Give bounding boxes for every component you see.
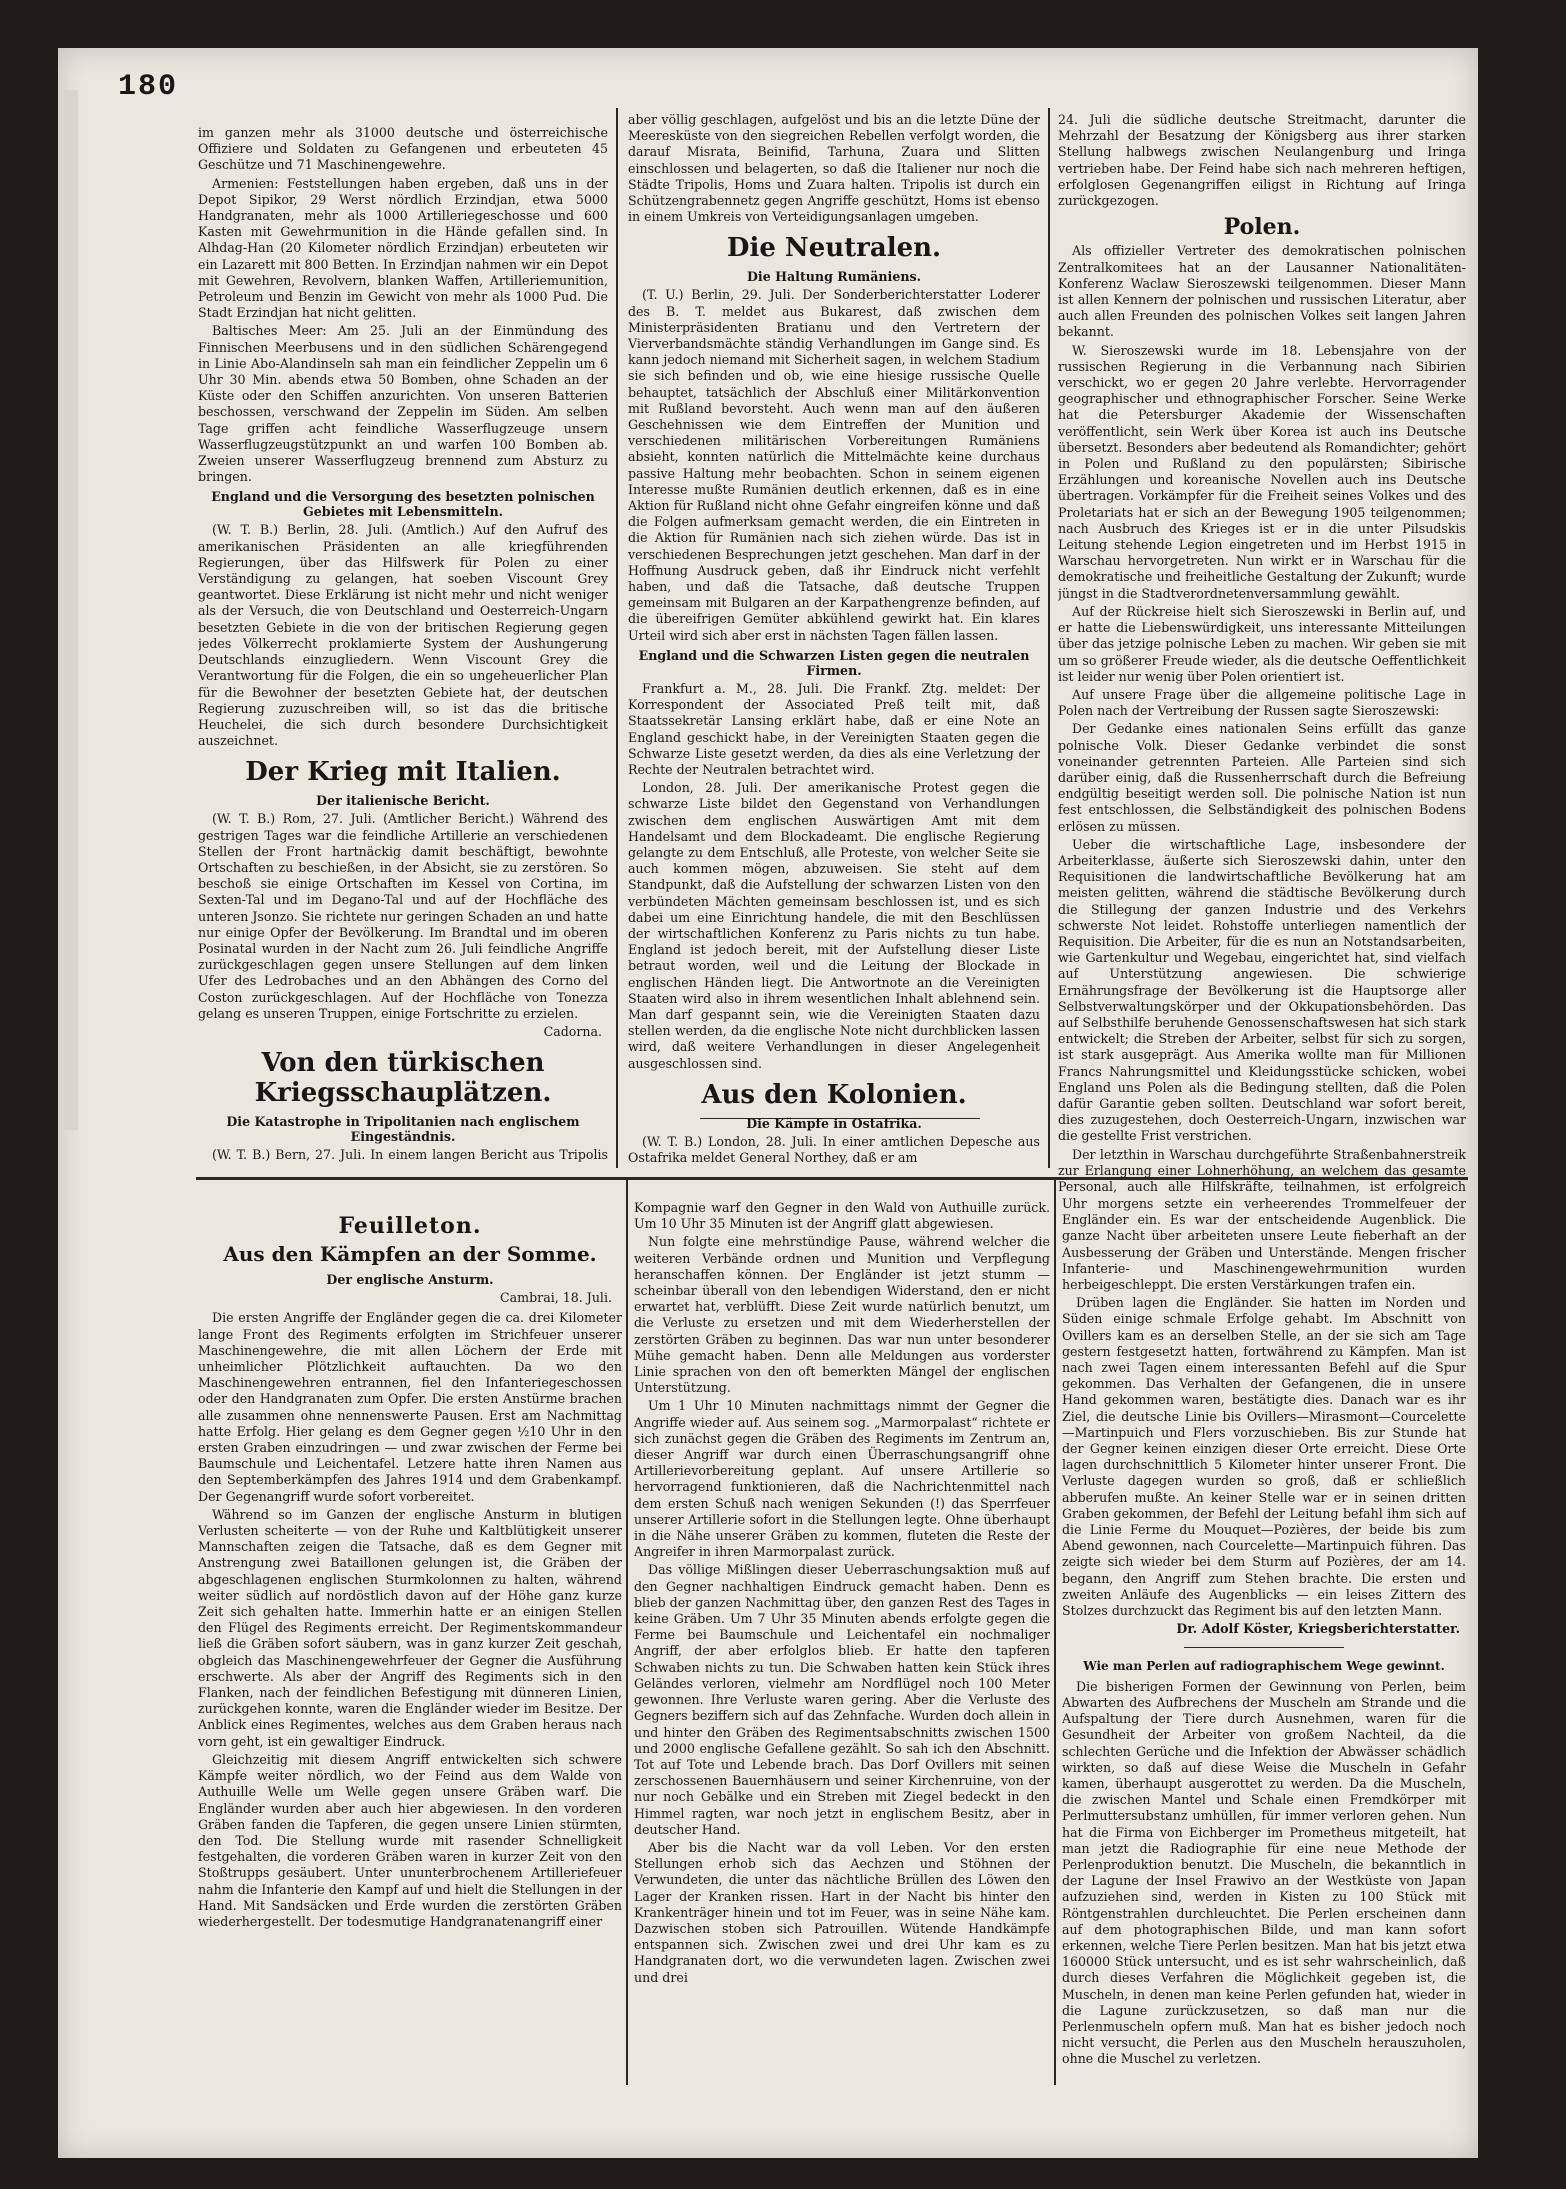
paragraph: Drüben lagen die Engländer. Sie hatten im Norden und Süden einige schmale Erfolge gehabt. Im Abschnitt von Ovillers kam es an derselben Stelle, an der sie sich am Tage gestern festgesetzt hatten, fortwährend zu Kämpfen. Man ist nach zwei Tagen einem interessanten Befehl auf die Spur gekommen. Das Verhalten der Gefangenen, die in unsere Hand gekommen waren, bestätigte dies. Danach war es ihr Ziel, die deutsche Linie bis Ovillers—Mirasmont—Courcelette—Martinpuich und Flers vorzuschieben. Bis zur Stunde hat der Gegner keinen einzigen dieser Orte erreicht. Diese Orte lagen durchschnittlich 5 Kilometer hinter unserer Front. Die Verluste dagegen wurden so groß, daß er schließlich abberufen mußte. An keiner Stelle war er in seinen dritten Graben gekommen, der Befehl der Leitung befahl ihm sich auf die Linie Ferme du Mouquet—Pozières, der beide bis zum Abend gewonnen, nach Courcelette—Martinpuich führen. Das zeigte sich wieder bei dem Sturm auf Pozières, der am 14. begann, den Angriff zum Stehen brachte. Die ersten und zweiten Anläufe des Augenblicks — ein leises Zittern des Stolzes durchzuckt das Regiment bis auf den letzten Mann. xyxy=(1062,1295,1466,1619)
paragraph: Ueber die wirtschaftliche Lage, insbesondere der Arbeiterklasse, äußerte sich Sieroszewski dahin, unter den Requisitionen die landwirtschaftliche Bevölkerung hat am meisten gelitten, während die städtische Bevölkerung durch die Stillegung der ganzen Industrie und des Verkehrs schwerste Not leidet. Rohstoffe unterliegen namentlich der Requisition. Die Arbeiter, für die es nun an Notstandsarbeiten, wie Gartenkultur und Wegebau, eingerichtet hat, sind vielfach auf Unterstützung angewiesen. Die schwierige Ernährungsfrage der Bevölkerung ist die Hauptsorge aller Selbstverwaltungskörper und der Okkupationsbehörden. Das auf Selbsthilfe beruhende Genossenschaftswesen hat sich stark entwickelt; die Streben der Arbeiter, selbst für sich zu sorgen, ist stark ausgeprägt. Aus Amerika wollte man für Millionen Francs Nahrungsmittel und Kleidungsstücke schicken, wobei England uns Polen als die Bedingung stellten, daß die Polen dafür Garantie geben sollten. Deutschland war sofort bereit, dies zuzugestehen, doch Oesterreich-Ungarn, inzwischen war die gestellte Frist verstrichen. xyxy=(1058,836,1466,1144)
column-rule-1 xyxy=(616,108,618,1168)
signature-koester: Dr. Adolf Köster, Kriegsberichterstatter. xyxy=(1176,1621,1460,1637)
paragraph: Die ersten Angriffe der Engländer gegen die ca. drei Kilometer lange Front des Regiments erfolgten im Strichfeuer unserer Maschinengewehre, die mit allen Löchern der Erde mit unheimlicher Plötzlichkeit auftauchten. Da wo den Maschinengewehren entrannen, fiel den Infanteriegeschossen oder den Handgranaten zum Opfer. Die ersten Anstürme brachen alle zusammen ohne nennenswerte Pausen. Erst am Nachmittag hatte Erfolg. Hier gelang es dem Gegner gegen ½10 Uhr in den ersten Graben einzudringen — und zwar zwischen der Ferme bei Baumschule und Leichentafel. Letzere hatte ihren Namen aus den Septemberkämpfen des Jahres 1914 und dem Grabenkampf. Der Gegenangriff wurde sofort vorbereitet. xyxy=(198,1310,622,1504)
paragraph: Armenien: Feststellungen haben ergeben, daß uns in der Depot Sipikor, 29 Werst nördlich Erzindjan, etwa 5000 Handgranaten, mehr als 1000 Artilleriegeschosse und 600 Kasten mit Gewehrmunition in die Hände gefallen sind. In Alhdag-Han (20 Kilometer nördlich Erzindjan) erbeuteten wir ein Lazarett mit 800 Betten. In Erzindjan nahmen wir ein Depot mit Gewehren, Revolvern, blanken Waffen, Artilleriemunition, Petroleum und Benzin im Gewicht von mehr als 1000 Pud. Die Stadt Erzindjan hat nicht gelitten. xyxy=(198,175,608,321)
paragraph: im ganzen mehr als 31000 deutsche und österreichische Offiziere und Soldaten zu Gefangenen und erbeuteten 45 Geschütze und 71 Maschinengewehre. xyxy=(198,125,608,173)
paragraph: (W. T. B.) Berlin, 28. Juli. (Amtlich.) Auf den Aufruf des amerikanischen Präsidenten an alle kriegführenden Regierungen, über das Hilfswerk für Polen zu einer Verständigung zu gelangen, hat soeben Viscount Grey geantwortet. Diese Erklärung ist nicht mehr und nicht weniger als der Versuch, die von Deutschland und Oesterreich-Ungarn besetzten Gebiete in die von der britischen Regierung gegen jedes Völkerrecht proklamierte System der Aushungerung Deutschlands einzugliedern. Wenn Viscount Grey die Verantwortung für die Folgen, die ein so ungeheuerlicher Plan für die Bewohner der besetzten Gebiete hat, der deutschen Regierung zuzuschreiben will, so ist das die britische Heuchelei, die sich durch besondere Durchsichtigkeit auszeichnet. xyxy=(198,522,608,749)
paragraph: aber völlig geschlagen, aufgelöst und bis an die letzte Düne der Meeresküste von den siegreichen Rebellen verfolgt worden, die darauf Misrata, Beinifid, Tarhuna, Zuara und Slitten einschlossen und belagerten, so daß die Italiener nur noch die Städte Tripolis, Homs und Zuara halten. Tripolis ist durch ein Schützengrabennetz gegen Angriffe geschützt, Homs ist ebenso in einem Umkreis von Verteidigungsanlagen umgeben. xyxy=(628,112,1040,225)
paragraph: (W. T. B.) London, 28. Juli. In einer amtlichen Depesche aus Ostafrika meldet General Northey, daß er am xyxy=(628,1133,1040,1165)
paragraph: Baltisches Meer: Am 25. Juli an der Einmündung des Finnischen Meerbusens und in den südlichen Schärengegend in Linie Abo-Alandinseln sah man ein feindlicher Zeppelin um 6 Uhr 30 Min. abends etwa 50 Bomben, ohne Schaden an der Küste oder den Schiffen anzurichten. Von unseren Batterien beschossen, verschwand der Zeppelin im Süden. Am selben Tage griffen acht feindliche Wasserflugzeuge unsern Wasserflugzeugstützpunkt an und warfen 100 Bomben ab. Zweien unserer Wasserflugzeug brennend zum Absturz zu bringen. xyxy=(198,323,608,485)
subheading-somme: Der englische Ansturm. xyxy=(326,1272,494,1288)
subheading-blacklists: England und die Schwarzen Listen gegen die neutralen Firmen. xyxy=(638,647,1030,678)
paragraph: W. Sieroszewski wurde im 18. Lebensjahre von der russischen Regierung in die Verbannung nach Sibirien verschickt, wo er gegen 20 Jahre verlebte. Hervorragender geographischer und ethnographischer Forscher. Seine Werke hat die Petersburger Akademie der Wissenschaften veröffentlicht, sein Werk über Korea ist auch ins Deutsche übersetzt. Besonders aber bedeutend als Romandichter; gehört in Polen und Rußland zu den populärsten; Sibirische Erzählungen und koreanische Novellen auch ins Deutsche übertragen. Vorkämpfer für die Freiheit seines Volkes und des Proletariats hat er sich an der Bewegung 1905 teilgenommen; nach Ausbruch des Krieges ist er in die unter Pilsudskis Leitung stehende Legion eingetreten und im Herbst 1915 in Warschau hervorgetreten. Nun wirkt er in Warschau für die demokratische und freiheitliche Gestaltung der Zukunft; wurde jüngst in die Stadtverordnetenversammlung gewählt. xyxy=(1058,342,1466,601)
subheading-england: England und die Versorgung des besetzten polnischen Gebietes mit Lebensmitteln. xyxy=(211,489,595,520)
paragraph: Gleichzeitig mit diesem Angriff entwickelten sich schwere Kämpfe weiter nördlich, wo der Feind aus dem Walde von Authuille Welle um Welle gegen unsere Gräben warf. Die Engländer wurden aber auch hier abgewiesen. In den vorderen Gräben fanden die Tapferen, die gegen unsere Linien stürmten, den Tod. Die Stellung wurde mit rasender Schnelligkeit festgehalten, die vorderen Gräben waren in kurzer Zeit von den Stoßtrupps gesäubert. Unter ununterbrochenem Artilleriefeuer nahm die Infanterie den Kampf auf und hielt die Stellungen in der Hand. Mit Sandsäcken und Erde wurden die zerstörten Gräben wiederhergestellt. Der todesmutige Handgranatenangriff einer xyxy=(198,1751,622,1929)
subheading-eastafrica: Die Kämpfe in Ostafrika. xyxy=(746,1115,922,1131)
heading-colonies: Aus den Kolonien. xyxy=(701,1079,967,1110)
heading-somme: Aus den Kämpfen an der Somme. xyxy=(223,1242,597,1267)
column-rule-2 xyxy=(1048,108,1050,1168)
feuilleton-column-2 xyxy=(634,1200,1050,2085)
heading-poland: Polen. xyxy=(1223,214,1301,241)
heading-italy: Der Krieg mit Italien. xyxy=(245,757,561,788)
paragraph: Auf unsere Frage über die allgemeine politische Lage in Polen nach der Vertreibung der Russen sagte Sieroszewski: xyxy=(1058,686,1466,719)
paragraph: 24. Juli die südliche deutsche Streitmacht, darunter die Mehrzahl der Besatzung der Königsberg aus ihrer starken Stellung halbwegs zwischen Neulangenburg und Iringa vertrieben habe. Der Feind habe sich nach mehreren heftigen, erfolglosen Gegenangriffen eiligst in Richtung auf Iringa zurückgezogen. xyxy=(1058,112,1466,209)
column-3 xyxy=(1058,112,1466,1197)
feuilleton-rule-1 xyxy=(626,1180,628,2085)
subheading-romania: Die Haltung Rumäniens. xyxy=(747,269,921,285)
binding-edge xyxy=(64,90,78,1130)
paragraph: Aber bis die Nacht war da voll Leben. Vor den ersten Stellungen erhob sich das Aechzen und Stöhnen der Verwundeten, die unter das nächtliche Brüllen des Löwen den Lager der Kranken rissen. Hart in der Nacht bis hinter den Krankenträger hinein und tot im Feuer, was in seine Nähe kam. Dazwischen stoben sich Patrouillen. Wütende Handkämpfe entspannen sich. Zwischen zwei und drei Uhr kam es zu Handgranaten dort, wo die verwundeten lagen. Zwischen zwei und drei xyxy=(634,1839,1050,1985)
paragraph: Uhr morgens setzte ein verheerendes Trommelfeuer der Engländer ein. Es war der entscheidende Augenblick. Die ganze Nacht über arbeiteten unsere Leute fieberhaft an der Ausbesserung der Gräben und Unterstände. Mengen frischer Infanterie- und Maschinengewehrmunition wurden herbeigeschleppt. Die ersten Verstärkungen trafen ein. xyxy=(1062,1196,1466,1293)
paragraph: Um 1 Uhr 10 Minuten nachmittags nimmt der Gegner die Angriffe wieder auf. Aus seinem sog. „Marmorpalast“ richtete er sich zunächst gegen die Gräben des Regiments im Zentrum an, dieser Angriff war durch einen Überraschungsangriff ohne Artillerievorbereitung geplant. Auf unsere Artillerie so hervorragend funktionieren, daß die Nachrichtenmittel nach dem ersten Schuß nach wenigen Sekunden (!) das Sperrfeuer unserer Artillerie sofort in die Stellungen legte. Ohne überhaupt in die Nähe unserer Gräben zu kommen, fluteten die Reste der Angreifer in ihren Marmorpalast zurück. xyxy=(634,1398,1050,1560)
paragraph: Die bisherigen Formen der Gewinnung von Perlen, beim Abwarten des Aufbrechens der Muscheln am Strande und die Aufspaltung der Tiere durch Ausnehmen, waren für die Gesundheit der Arbeiter von großem Nachteil, da die schlechten Gerüche und die Infektion der Abwässer schädlich wirkten, so daß auf diese Weise die Muscheln in Gefahr kamen, überhaupt ausgerottet zu werden. Da die Muscheln, die zwischen Mantel und Schale einen Fremdkörper mit Perlmuttersubstanz umhüllen, für immer verloren gehen. Nun hat die Firma von Eichberger im Prometheus mitgeteilt, hat man jetzt die Radiographie für eine neue Methode der Perlenproduktion benutzt. Die Muscheln, die bekanntlich in der Lagune der Insel Frawivo an der Westküste von Japan aufzuziehen sind, werden in Kisten zu 100 Stück mit Röntgenstrahlen durchleuchtet. Die Perlen erscheinen dann auf dem photographischen Bilde, und man kann sofort erkennen, welche Tiere Perlen besitzen. Man hat bis jetzt etwa 160000 Stück untersucht, und es ist sehr wahrscheinlich, daß durch dieses Verfahren die Möglichkeit gegeben ist, die Muscheln, in denen man keine Perlen gefunden hat, wieder in die Lagune zurückzusetzen, so daß man nur die Perlenmuscheln opfern muß. Man hat es bisher jedoch noch nicht versucht, die Perlen aus den Muscheln herauszuholen, ohne die Muschel zu verletzen. xyxy=(1062,1678,1466,2067)
paragraph: (T. U.) Berlin, 29. Juli. Der Sonderberichterstatter Loderer des B. T. meldet aus Bukarest, daß zwischen dem Ministerpräsidenten Bratianu und den Vertretern der Vierverbandsmächte ständig Verhandlungen im Gange sind. Es kann jedoch niemand mit Sicherheit sagen, in welchem Stadium sie sich befinden und ob, wie eine hiesige russische Quelle behauptet, tatsächlich der Abschluß einer Militärkonvention mit Rußland bevorsteht. Auch wenn man auf den äußeren Geschehnissen wie dem Eintreffen der Munition und verschiedenen militärischen Vorbereitungen Rumäniens absieht, konnten natürlich die Mittelmächte keine durchaus passive Haltung mehr beobachten. Schon in seinem eigenen Interesse mußte Rumänien deutlich erkennen, daß es in eine Aktion für Rußland nicht ohne Gefahr eingreifen könne und daß die Folgen aufmerksam gemacht werden, die ein Eintreten in die Aktion für Rumänien nach sich ziehen würde. Das ist in verschiedenen Besprechungen jetzt geschehen. Man darf in der Hoffnung Ausdruck geben, daß ihr Eindruck nicht verfehlt haben, und daß die Tatsache, daß deutsche Truppen gemeinsam mit Bulgaren an der Karpathengrenze befinden, auf die übereifrigen Gemüter abkühlend gewirkt hat. Ein klares Urteil wird sich aber erst in nächsten Tagen fällen lassen. xyxy=(628,287,1040,643)
paragraph: Frankfurt a. M., 28. Juli. Die Frankf. Ztg. meldet: Der Korrespondent der Associated Preß teilt mit, daß Staatssekretär Lansing erklärt habe, daß er eine Note an England geschickt habe, in der Vereinigten Staaten gegen die Schwarze Liste gesetzt werden, da dies als eine Verletzung der Rechte der Neutralen betrachtet wird. xyxy=(628,680,1040,777)
column-2 xyxy=(628,112,1040,1167)
heading-turkey: Von den türkischen Kriegsschauplätzen. xyxy=(254,1048,552,1109)
paragraph: Der letzthin in Warschau durchgeführte Straßenbahnerstreik zur Erlangung einer Lohnerhöhung, an welchem das gesamte Personal, auch alle Hilfskräfte, teilnahmen, ist erfolgreich xyxy=(1058,1146,1466,1194)
paragraph: Auf der Rückreise hielt sich Sieroszewski in Berlin auf, und er hatte die Liebenswürdigkeit, uns interessante Mitteilungen über das jetzige polnische Leben zu machen. Wir geben sie mit um so größerer Freude wieder, als die deutsche Oeffentlichkeit ist leider nur wenig über Polen orientiert ist. xyxy=(1058,603,1466,684)
paragraph: (W. T. B.) Bern, 27. Juli. In einem langen Bericht aus Tripolis xyxy=(212,1147,608,1163)
page-number: 180 xyxy=(118,70,179,104)
signature-cadorna: Cadorna. xyxy=(543,1023,602,1039)
paragraph: (W. T. B.) Rom, 27. Juli. (Amtlicher Bericht.) Während des gestrigen Tages war die feindliche Artillerie an verschiedenen Stellen der Front hartnäckig damit beschäftigt, bewohnte Ortschaften zu beschießen, in der Absicht, sie zu zerstören. So beschoß sie einige Ortschaften im Kessel von Cortina, im Sexten-Tal und im Degano-Tal und auf der Hochfläche des unteren Jsonzo. Sie richtete nur geringen Schaden an und hatte nur einige Opfer der Bevölkerung. Im Brandtal und im oberen Posinatal wurden in der Nacht zum 26. Juli feindliche Angriffe zurückgeschlagen gegen unsere Stellungen auf dem linken Ufer des Ledrobaches und an den Abhängen des Corno del Coston zurückgeschlagen. Auf der Hochfläche von Tonezza gelang es unseren Truppen, einige Fortschritte zu erzielen. xyxy=(198,811,608,1021)
subheading-turkey: Die Katastrophe in Tripolitanien nach englischem Eingeständnis. xyxy=(226,1114,580,1145)
feuilleton-label: Feuilleton. xyxy=(338,1213,482,1239)
paragraph: Der Gedanke eines nationalen Seins erfüllt das ganze polnische Volk. Dieser Gedanke verbindet die sonst voneinander getrennten Parteien. Alle Parteien sind sich darüber einig, daß die Russenherrschaft durch die Befreiung endgültig beseitigt werden soll. Die polnische Nation ist nun fest entschlossen, die Selbständigkeit des polnischen Bodens erlösen zu müssen. xyxy=(1058,721,1466,834)
paragraph: London, 28. Juli. Der amerikanische Protest gegen die schwarze Liste bildet den Gegenstand von Verhandlungen zwischen dem englischen Auswärtigen Amt mit dem Handelsamt und dem Blockadeamt. Die englische Regierung gelangte zu dem Entschluß, alle Proteste, von welcher Seite sie auch kommen mögen, abzuweisen. Sie steht auf dem Standpunkt, daß die Aufstellung der schwarzen Listen von den verbündeten Mächten gemeinsam beschlossen ist, und es sich dabei um eine Einrichtung handele, die mit den Beschlüssen der wirtschaftlichen Konferenz zu Paris nichts zu tun habe. England ist jedoch bereit, mit der Aufstellung dieser Liste betraut worden, weil und die Leitung der Blockade in englischen Händen liegt. Die Antwortnote an die Vereinigten Staaten wird also in ihrem wesentlichen Inhalt ablehnend sein. Man darf gespannt sein, wie die Vereinigten Staaten dazu stellen werden, da die englische Note nicht durchblicken lassen wird, daß weitere Verhandlungen in dieser Angelegenheit ausgeschlossen sind. xyxy=(628,780,1040,1071)
feuilleton-column-1 xyxy=(198,1212,622,2082)
feuilleton-column-3 xyxy=(1062,1196,1466,2086)
pearls-rule xyxy=(1184,1647,1344,1648)
subheading-italy: Der italienische Bericht. xyxy=(316,793,490,809)
paragraph: Während so im Ganzen der englische Ansturm in blutigen Verlusten scheiterte — von der Ruhe und Kaltblütigkeit unserer Mannschaften zeigen die Tatsache, daß es dem Gegner mit Anstrengung zwei Bataillonen gelungen ist, die Gräben der abgeschlagenen englischen Sturmkolonnen zu halten, während weiter südlich auf nordöstlich davon auf der Höhe ganz kurze Zeit sich gehalten hatte. Immerhin hatte er an einigen Stellen den Flügel des Regiments erreicht. Der Regimentskommandeur ließ die Gräben sofort säubern, was in ganz kurzer Zeit geschah, obgleich das Maschinengewehrfeuer der Gegner die Ausführung erschwerte. Als aber der Angriff des Regiments sich in den Flanken, nach der feindlichen Befestigung mit dünneren Linien, zurückgehen konnte, waren die Engländer wieder im Besitze. Der Anblick eines Regimentes, welches aus dem Graben heraus nach vorn geht, ist ein gewaltiger Eindruck. xyxy=(198,1506,622,1749)
paragraph: Nun folgte eine mehrstündige Pause, während welcher die weiteren Verbände ordnen und Munition und Verpflegung heranschaffen können. Der Engländer ist jetzt stumm — scheinbar überall von den lebendigen Widerstand, den er nicht erwartet hat, verblüfft. Diese Zeit wurde natürlich benutzt, um die Verluste zu ersetzen und mit dem Wiederherstellen der zerstörten Gräben zu beginnen. Das war nun unter besonderer Mühe gemacht haben. Denn alle Meldungen aus vorderster Linie sprachen von den oft bemerkten Mängel der englischen Unterstützung. xyxy=(634,1234,1050,1396)
heading-neutral: Die Neutralen. xyxy=(726,233,942,264)
paragraph: Als offizieller Vertreter des demokratischen polnischen Zentralkomitees hat an der Lausanner Nationalitäten-Konferenz Waclaw Sieroszewski teilgenommen. Dieser Mann ist allen Kennern der polnischen und russischen Literatur, aber auch allen Freunden des polnischen Volkes seit langen Jahren bekannt. xyxy=(1058,243,1466,340)
subheading-pearls: Wie man Perlen auf radiographischem Wege gewinnt. xyxy=(1083,1659,1445,1674)
paragraph: Das völlige Mißlingen dieser Ueberraschungsaktion muß auf den Gegner nachhaltigen Eindruck gemacht haben. Denn es blieb der ganzen Nachmittag über, den ganzen Rest des Tages in keine Gräben. Um 7 Uhr 35 Minuten abends erfolgte gegen die Ferme bei Baumschule und Leichentafel ein nochmaliger Angriff, der aber erfolglos blieb. Er hatte den tapferen Schwaben nichts zu tun. Die Schwaben hatten kein Stück ihres Geländes verloren, vielmehr am Nordflügel noch 100 Meter gewonnen. Ihre Verluste waren gering. Aber die Verluste des Gegners beziffern sich auf das Zehnfache. Wurden doch allein in und hinter den Gräben des Regimentsabschnitts zwischen 1500 und 2000 englische Gefallene gezählt. So sah ich den Abschnitt. Tot auf Tote und Lebende brach. Das Dorf Ovillers mit seinen zerschossenen Bauernhäusern und seiner Kirchenruine, von der nur noch Gebälke und ein Streben mit Ziegel bedeckt in den Himmel ragten, war noch jetzt in englischem Besitz, aber in deutscher Hand. xyxy=(634,1562,1050,1837)
paragraph: Kompagnie warf den Gegner in den Wald von Authuille zurück. Um 10 Uhr 35 Minuten ist der Angriff glatt abgewiesen. xyxy=(634,1200,1050,1232)
dateline-cambrai: Cambrai, 18. Juli. xyxy=(500,1290,612,1306)
column-1 xyxy=(198,125,608,1165)
feuilleton-rule-2 xyxy=(1054,1180,1056,2085)
